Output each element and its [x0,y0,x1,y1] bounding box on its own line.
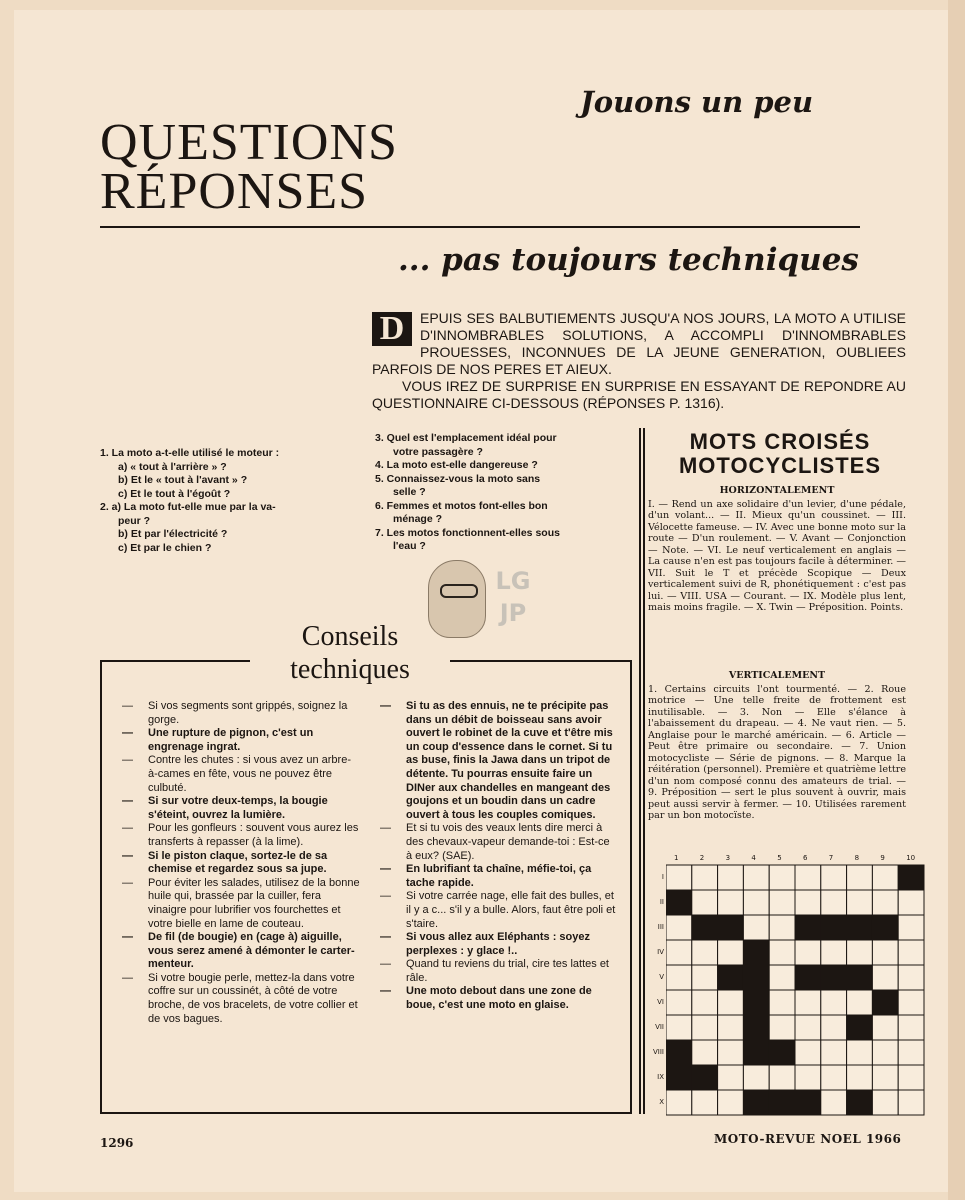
crossword-col-number: 7 [828,854,834,862]
crossword-row-numeral: VIII [653,1048,664,1056]
crossword-black-cell [872,915,898,940]
question-line: 1. La moto a-t-elle utilisé le moteur : [100,447,280,459]
tip-item: — Une moto debout dans une zone de boue, c'est une moto en glaise. [378,985,618,1012]
crossword-cell [743,1065,769,1090]
crossword-cell [769,990,795,1015]
question-line: selle ? [393,486,426,498]
question-line: 2. a) La moto fut-elle mue par la va- [100,501,276,513]
tip-item: — Si votre bougie perle, mettez-la dans votre coffre sur un coussinét, à côté de votre broche, de vos bracelets, de votre collier et de vos bagues. [120,972,360,1026]
crossword-black-cell [821,965,847,990]
crossword-black-cell [743,1040,769,1065]
tips-right-column [378,700,618,1013]
crossword-cell [769,890,795,915]
crossword-cell [666,915,692,940]
crossword-cell [821,890,847,915]
crossword-cell [692,940,718,965]
crossword-col-number: 1 [674,854,679,862]
crossword-cell [821,1090,847,1115]
crossword-cell [743,915,769,940]
crossword-cell [692,1015,718,1040]
tips-left-column [120,700,360,1026]
crossword-cell [769,865,795,890]
question-line: 4. La moto est-elle dangereuse ? [375,459,538,471]
crossword-cell [898,965,924,990]
question-line: 7. Les motos fonctionnent-elles sous [375,526,560,539]
crossword-col-number: 9 [880,854,885,862]
title-line-2: RÉPONSES [100,163,369,220]
crossword-cell [847,990,873,1015]
crossword-cell [692,865,718,890]
crossword-black-cell [847,915,873,940]
crossword-black-cell [666,1040,692,1065]
crossword-black-cell [847,1090,873,1115]
page-number: 1296 [100,1136,134,1150]
crossword-black-cell [718,915,744,940]
crossword-row-numeral: V [659,973,664,981]
intro-paragraph [372,310,906,412]
conseils-title-line-2: techniques [290,654,410,685]
crossword-black-cell [795,915,821,940]
crossword-cell [769,940,795,965]
crossword-cell [795,865,821,890]
crossword-black-cell [847,965,873,990]
crossword-cell [666,990,692,1015]
crossword-cell [898,915,924,940]
horizontal-clues [648,485,906,614]
subtitle: ... pas toujours techniques [398,242,859,278]
question-line: 3. Quel est l'emplacement idéal pour [375,432,557,444]
intro-text-2: VOUS IREZ DE SURPRISE EN SURPRISE EN ESSAYANT DE REPONDRE AU QUESTIONNAIRE CI-DESSOUS (RÉPONSES P. 1316). [372,378,906,411]
crossword-cell [898,1090,924,1115]
crossword-black-cell [718,965,744,990]
crossword-cell [718,940,744,965]
question-line: ménage ? [393,513,443,525]
crossword-cell [718,890,744,915]
crossword-col-number: 6 [803,854,808,862]
publication-name: MOTO-REVUE NOEL 1966 [714,1132,902,1146]
crossword-cell [769,915,795,940]
questions-left-column [100,447,355,555]
crossword-cell [718,865,744,890]
crossword-black-cell [743,965,769,990]
drop-cap: D [372,312,412,346]
crossword-black-cell [872,990,898,1015]
crossword-cell [718,1065,744,1090]
tip-item: — Si sur votre deux-temps, la bougie s'éteint, ouvrez la lumière. [120,795,360,822]
crossword-cell [718,990,744,1015]
crossword-black-cell [692,915,718,940]
crossword-row-numeral: VI [657,998,664,1006]
crossword-cell [821,1015,847,1040]
crossword-cell [898,1065,924,1090]
tip-item: — Si vos segments sont grippés, soignez la gorge. [120,700,360,727]
crossword-cell [847,890,873,915]
crossword-cell [821,1065,847,1090]
crossword-cell [666,865,692,890]
crossword-cell [847,1040,873,1065]
crossword-cell [769,1065,795,1090]
crossword-row-numeral: II [659,898,664,906]
column-divider-2 [643,428,645,1114]
tip-item: — Si votre carrée nage, elle fait des bulles, et il y a c... s'il y a bulle. Alors, faut être poli et s'taire. [378,890,618,931]
crossword-cell [872,1040,898,1065]
tip-item: — Une rupture de pignon, c'est un engrenage ingrat. [120,727,360,754]
crossword-cell [847,1065,873,1090]
crossword-col-number: 10 [906,854,916,862]
crossword-black-cell [743,990,769,1015]
crossword-cell [795,990,821,1015]
crossword-cell [821,1040,847,1065]
crossword-black-cell [743,940,769,965]
column-divider [639,428,641,1114]
crossword-cell [692,890,718,915]
vertical-clue-text: 1. Certains circuits l'ont tourmenté. — 2. Roue motrice — Une telle freite de frottement est inutilisable. — 3. Non — Elle s'élance à l'abaissement du drapeau. — 4. Ne vaut rien. — 5. Anglaise pour le marché américain. — 6. Article — Peut être primaire ou secondaire. — 7. Union motocycliste — Série de pignons. — 8. Marque la réitération (personnel). Première et quatrième lettre d'un nom composé connu des amateurs de trial. — 9. Préposition — sert le plus souvent à ouvrir, mais peut aussi servir à fermer. — 10. Utilisées rarement par un bon motocïste. [648,683,906,821]
crossword-black-cell [743,1015,769,1040]
crossword-black-cell [666,1065,692,1090]
crossword-black-cell [821,915,847,940]
question-line: a) « tout à l'arrière » ? [118,460,227,473]
crossword-black-cell [847,1015,873,1040]
crossword-cell [872,1090,898,1115]
crossword-cell [795,1065,821,1090]
crossword-row-numeral: I [661,873,664,881]
tip-item: — Pour éviter les salades, utilisez de la bonne huile qui, brassée par la cuiller, fera vinaigre pour lubrifier vos fourchettes et votre bielle en lame de couteau. [120,877,360,931]
crossword-black-cell [898,865,924,890]
crossword-cell [795,890,821,915]
crossword-black-cell [769,1090,795,1115]
crossword-black-cell [743,1090,769,1115]
tip-item: — En lubrifiant ta chaîne, méfie-toi, ça tache rapide. [378,863,618,890]
crossword-cell [718,1015,744,1040]
crossword-cell [872,1015,898,1040]
vertical-heading: VERTICALEMENT [728,670,826,681]
crossword-cell [872,965,898,990]
crossword-title-line-2: MOTOCYCLISTES [678,453,882,478]
crossword-cell [795,1015,821,1040]
crossword-cell [692,1090,718,1115]
question-line: peur ? [118,514,151,527]
crossword-cell [692,990,718,1015]
crossword-row-numeral: IV [657,948,664,956]
crossword-cell [795,1040,821,1065]
crossword-col-number: 5 [777,854,782,862]
crossword-row-numeral: X [659,1098,664,1106]
crossword-cell [692,1040,718,1065]
question-line: c) Et le tout à l'égoût ? [118,487,231,500]
crossword-cell [743,890,769,915]
crossword-cell [872,890,898,915]
crossword-cell [872,865,898,890]
crossword-col-number: 4 [751,854,756,862]
crossword-cell [769,965,795,990]
crossword-grid [666,862,928,1118]
crossword-cell [692,965,718,990]
crossword-cell [718,1040,744,1065]
tip-item: — Pour les gonfleurs : souvent vous aurez les transferts à repasser (à la lime). [120,822,360,849]
tip-item: — De fil (de bougie) en (cage à) aiguille, vous serez amené à démonter le carter-menteur. [120,931,360,972]
crossword-black-cell [692,1065,718,1090]
question-line: l'eau ? [393,540,426,552]
question-line: b) Et par l'électricité ? [118,528,228,540]
tip-item: — Contre les chutes : si vous avez un arbre-à-cames en fête, vous ne pouvez être culbuté. [120,754,360,795]
crossword-row-numeral: III [657,923,664,931]
glasses-shape [440,584,478,598]
conseils-title-line-1: Conseils [301,621,399,652]
crossword-cell [666,940,692,965]
tip-item: — Si tu as des ennuis, ne te précipite pas dans un débit de boisseau sans avoir ouvert le robinet de la cuve et t'être mis un coup d'essence dans le cornet. Si tu as buse, finis la Jawa dans un tripot de détente. Tu pourras ensuite faire un DINer aux chandelles en mangeant des goujons et un boudin dans un cadre ouvert à tous les couples comiques. [378,700,618,822]
title-divider [100,226,860,228]
crossword-col-number: 3 [725,854,731,862]
crossword-title-line-1: MOTS CROISÉS [689,429,871,454]
crossword-grid-svg [666,862,928,1118]
crossword-cell [666,1090,692,1115]
crossword-black-cell [795,965,821,990]
question-line: 6. Femmes et motos font-elles bon [375,499,548,512]
crossword-row-numeral: VII [655,1023,664,1031]
crossword-cell [795,940,821,965]
crossword-cell [898,990,924,1015]
title-line-1: QUESTIONS [100,114,398,171]
crossword-title [660,430,900,478]
kicker-heading: Jouons un peu [580,85,814,119]
crossword-cell [872,1065,898,1090]
crossword-cell [821,865,847,890]
page-edge [948,0,965,1200]
crossword-cell [718,1090,744,1115]
crossword-col-number: 8 [854,854,860,862]
crossword-cell [666,1015,692,1040]
horizontal-clue-text: I. — Rend un axe solidaire d'un levier, d'une pédale, d'un volant... — II. Mieux qu'un coussinet. — III. Vélocette fameuse. — IV. Avec une bonne moto sur la route — D'un roulement. — V. Avant — Conjonction — Note. — VI. Le neuf verticalement en anglais — La cause n'en est pas toujours facile à déterminer. — VII. Suit le T et précède Scopique — Deux verticalement suivi de R, phonétiquement : c'est pas lui. — VIII. USA — Courant. — IX. Modèle plus lent, mais moins fragile. — X. Twin — Préposition. Points. [648,498,906,613]
question-line: c) Et par le chien ? [118,541,212,554]
tip-item: — Si vous allez aux Eléphants : soyez perplexes : y glace !.. [378,931,618,958]
question-line: b) Et le « tout à l'avant » ? [118,474,248,486]
crossword-cell [872,940,898,965]
questions-right-column [375,432,633,554]
question-line: votre passagère ? [393,445,483,458]
crossword-cell [898,940,924,965]
crossword-cell [666,965,692,990]
crossword-black-cell [769,1040,795,1065]
crossword-black-cell [795,1090,821,1115]
crossword-cell [898,1040,924,1065]
crossword-col-number: 2 [699,854,705,862]
crossword-cell [821,940,847,965]
crossword-row-numeral: IX [657,1073,664,1081]
crossword-cell [743,865,769,890]
crossword-cell [847,940,873,965]
crossword-cell [898,890,924,915]
question-line: 5. Connaissez-vous la moto sans [375,472,541,485]
crossword-cell [898,1015,924,1040]
tip-item: — Quand tu reviens du trial, cire tes lattes et râle. [378,958,618,985]
lgjp-watermark: LG JP [495,567,531,627]
tip-item: — Et si tu vois des veaux lents dire merci à des chevaux-vapeur demande-toi : Est-ce à eux? (SAE). [378,822,618,863]
crossword-cell [769,1015,795,1040]
crossword-cell [821,990,847,1015]
page-title [100,114,398,220]
intro-text: EPUIS SES BALBUTIEMENTS JUSQU'A NOS JOURS, LA MOTO A UTILISE D'INNOMBRABLES SOLUTIONS, A ACCOMPLI D'INNOMBRABLES PROUESSES, INCONNUES DE LA JEUNE GENERATION, OUBLIEES PARFOIS DE NOS PERES ET AIEUX. [372,310,906,377]
crossword-black-cell [666,890,692,915]
tip-item: — Si le piston claque, sortez-le de sa chemise et regardez sous sa jupe. [120,850,360,877]
vertical-clues [648,670,906,822]
crossword-cell [847,865,873,890]
horizontal-heading: HORIZONTALEMENT [719,485,835,496]
